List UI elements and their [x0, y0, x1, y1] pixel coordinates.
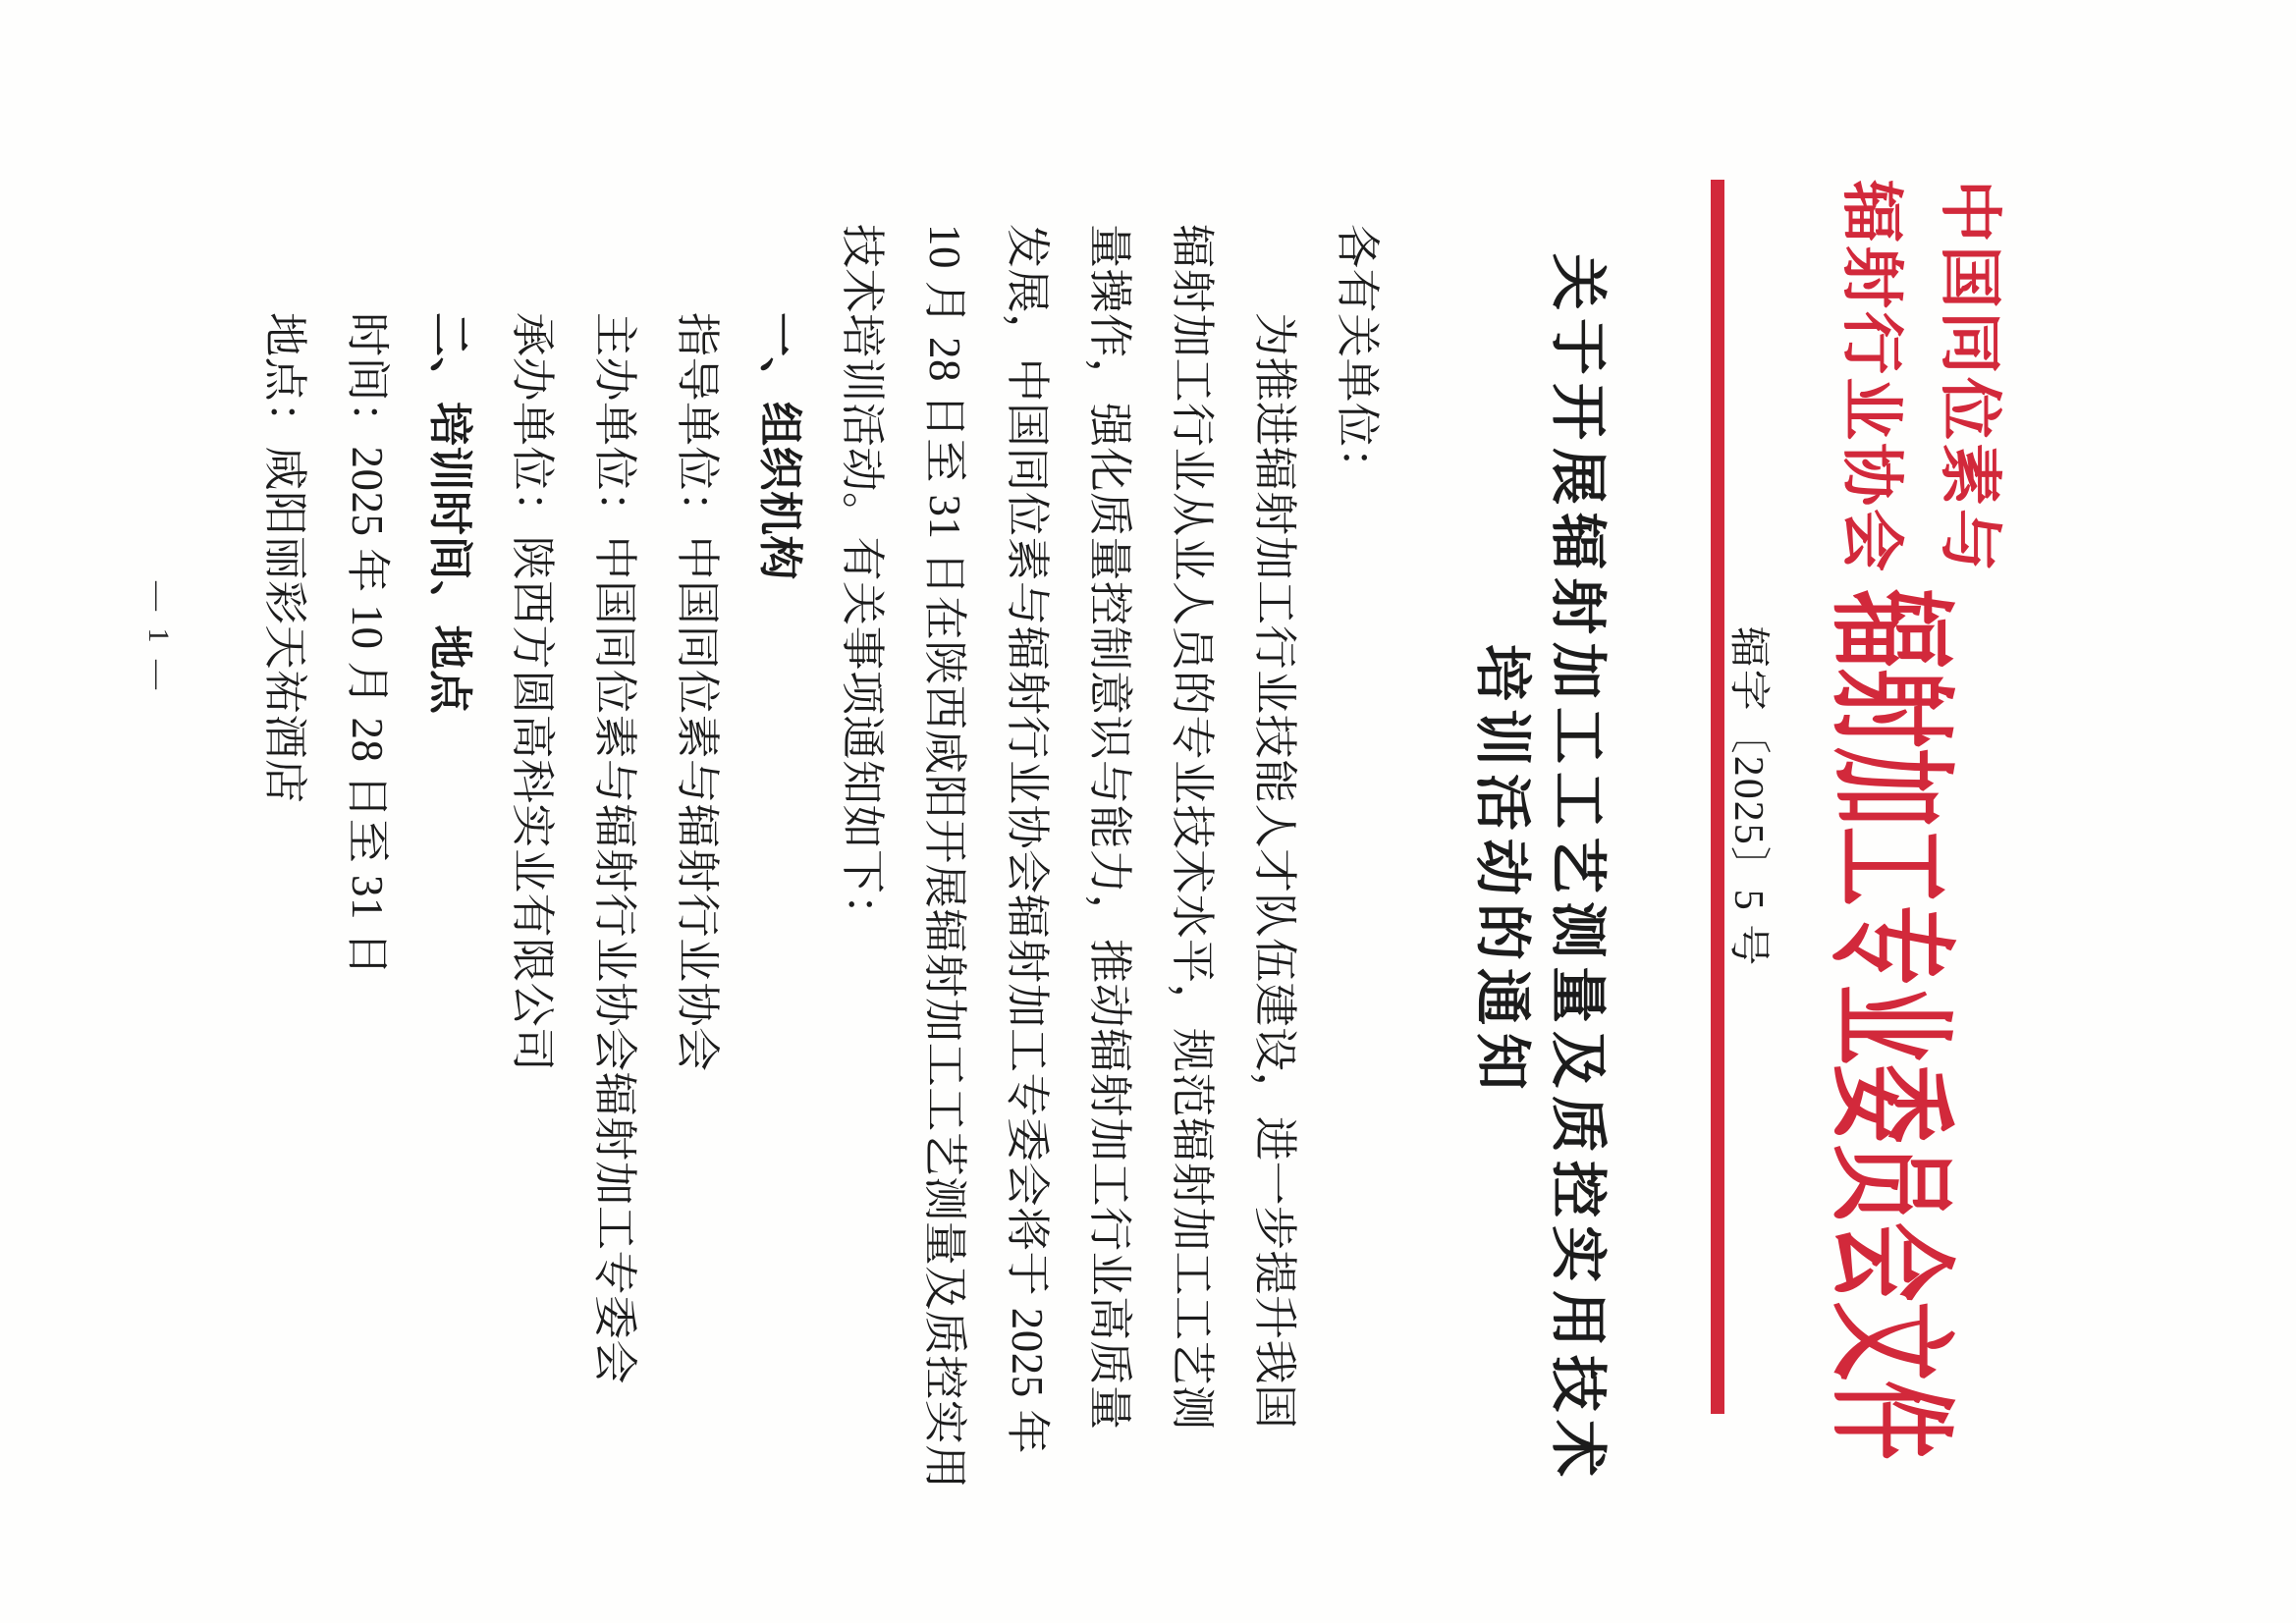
section-heading-2: 二、培训时间、地点 — [425, 312, 475, 715]
host-unit-line: 主办单位：中国同位素与辐射行业协会辐射加工专委会 — [590, 312, 639, 1385]
organizer-unit-line: 承办单位：陕西方圆高科实业有限公司 — [508, 312, 557, 1072]
red-rule-divider — [1711, 180, 1724, 1414]
paragraph-line: 为推进辐射加工行业技能人才队伍建设，进一步提升我国 — [1250, 312, 1299, 1430]
place-line: 地点：咸阳丽彩天祐酒店 — [260, 312, 309, 804]
time-line: 时间：2025 年 10 月 28 日至 31 日 — [343, 312, 392, 977]
letterhead-committee-banner: 辐射加工专业委员会文件 — [1818, 589, 1959, 1460]
page-number: — 1 — — [142, 581, 175, 694]
paragraph-line: 辐射加工行业从业人员的专业技术水平，规范辐射加工工艺测 — [1168, 224, 1217, 1431]
paragraph-line: 发展，中国同位素与辐射行业协会辐射加工专委会将于 2025 年 — [1003, 224, 1052, 1455]
salutation: 各有关单位： — [1333, 224, 1382, 493]
paragraph-line: 技术培训活动。有关事项通知如下： — [838, 224, 887, 940]
doc-title-line1: 关于开展辐射加工工艺测量及质控实用技术 — [1546, 253, 1610, 1486]
guiding-unit-line: 指导单位：中国同位素与辐射行业协会 — [673, 312, 722, 1072]
paragraph-line: 10 月 28 日至 31 日在陕西咸阳开展辐射加工工艺测量及质控实用 — [920, 224, 969, 1489]
section-heading-1: 一、组织机构 — [755, 312, 805, 581]
doc-number: 辐字〔2025〕5 号 — [1725, 625, 1771, 968]
doc-title-line2: 培训活动的通知 — [1470, 644, 1534, 1099]
letterhead-org-name-line2: 辐射行业协会 — [1836, 180, 1906, 574]
letterhead-org-name-line1: 中国同位素与 — [1935, 180, 2004, 574]
paragraph-line: 量操作，强化质量控制意识与能力，推动辐射加工行业高质量 — [1085, 224, 1134, 1431]
